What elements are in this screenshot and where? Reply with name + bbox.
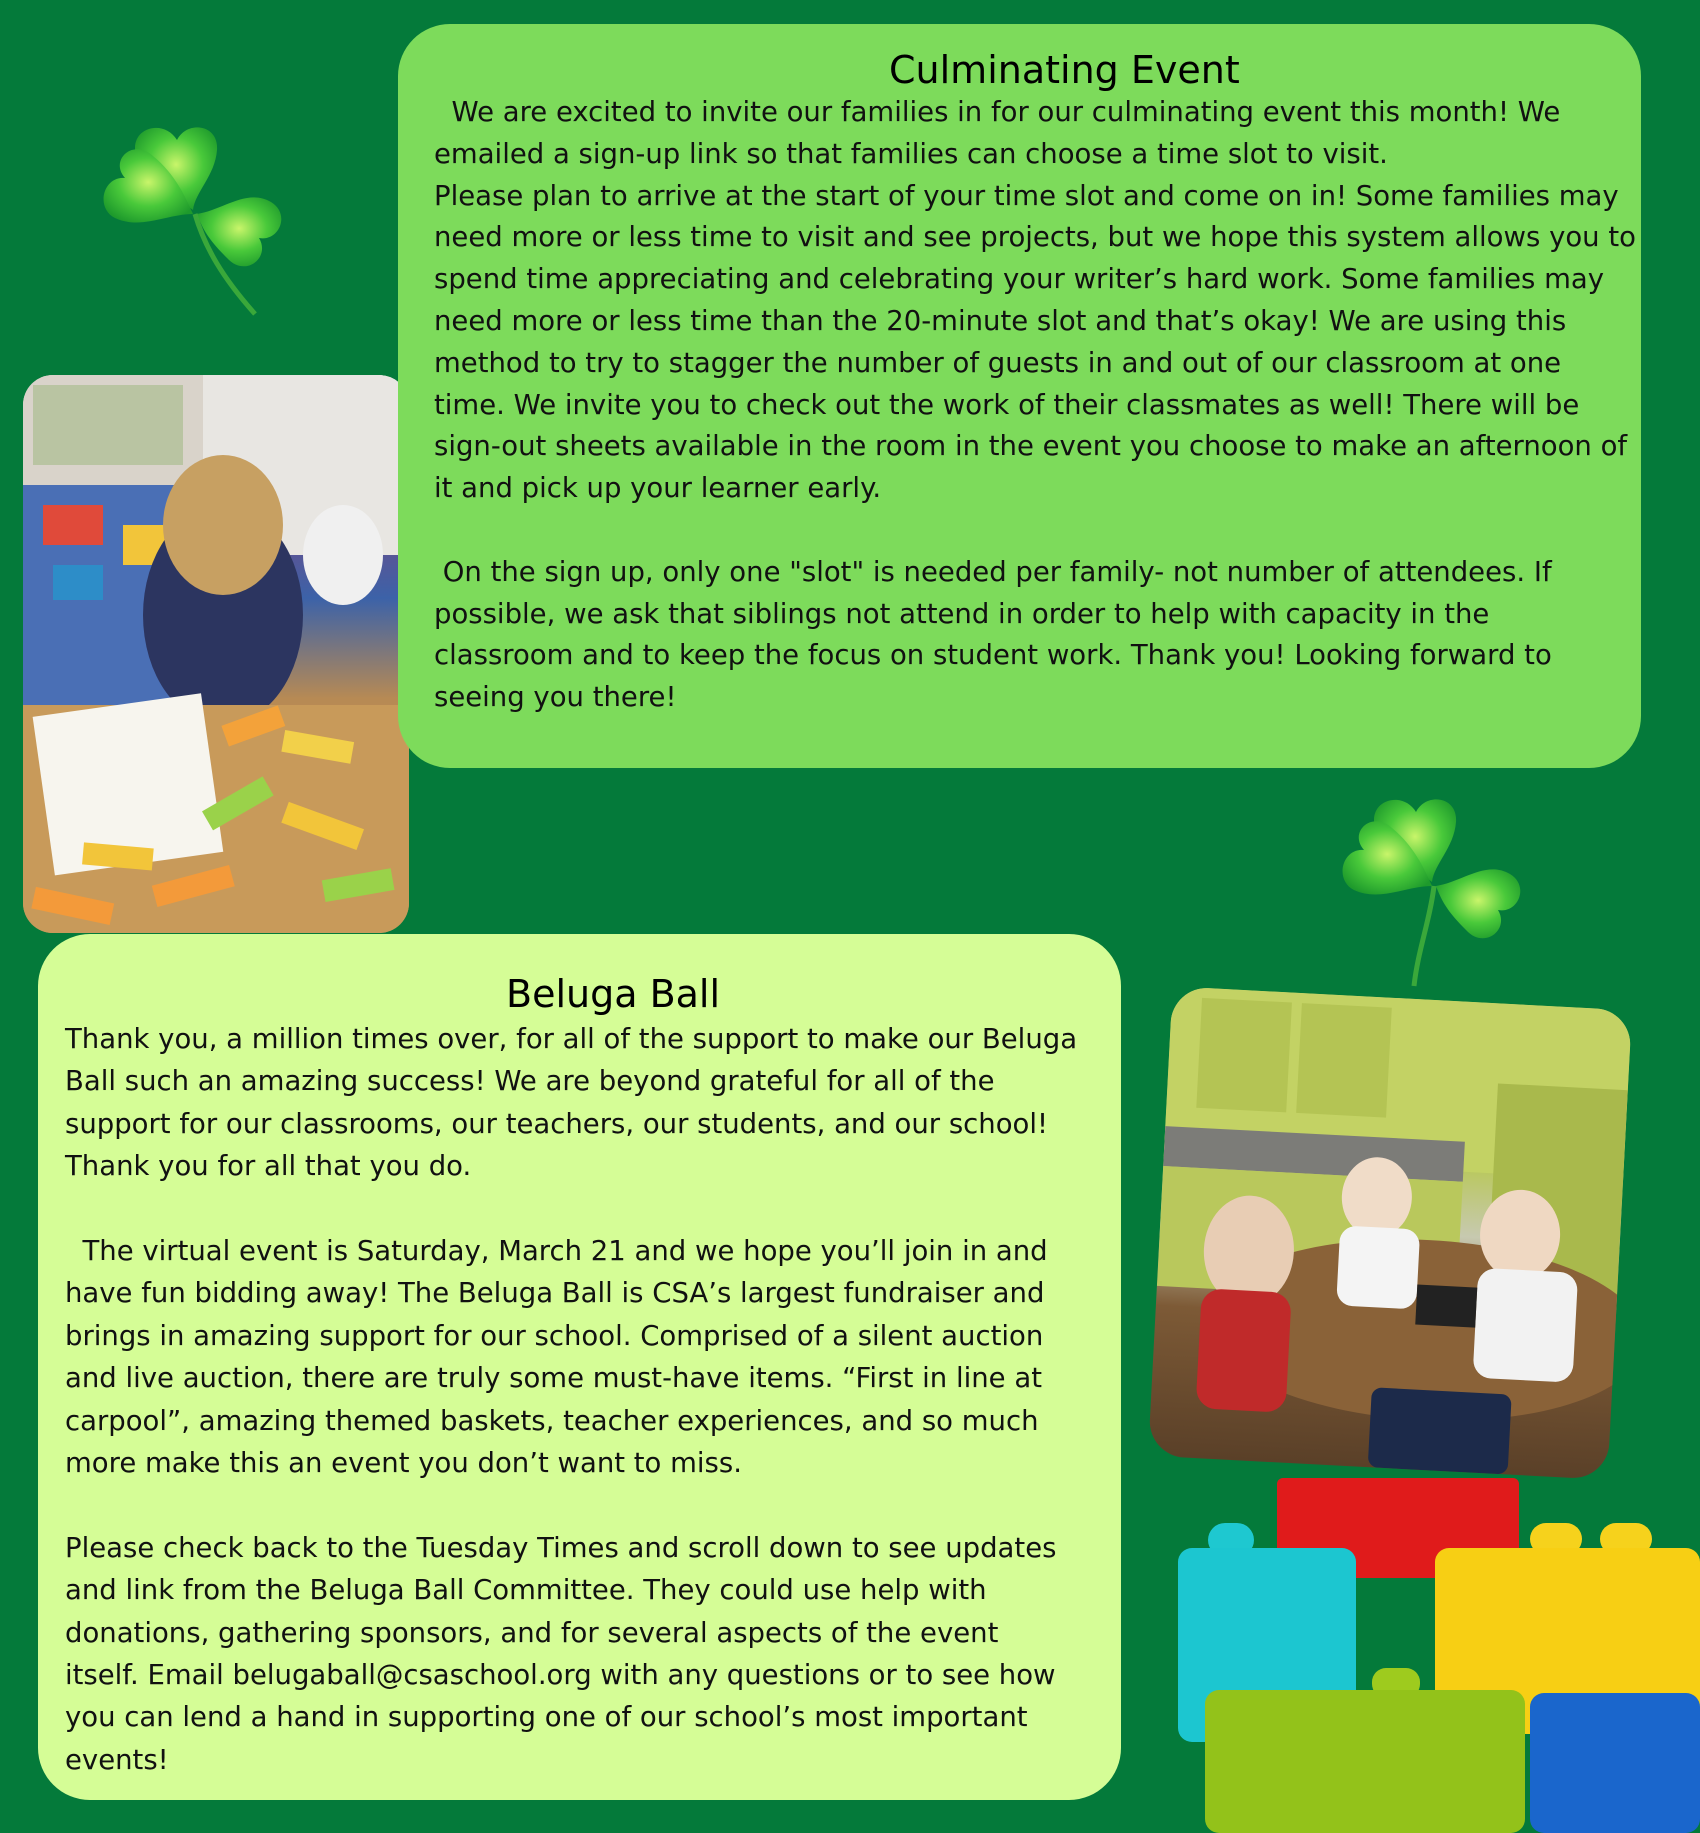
text-line: classroom and to keep the focus on student work. Thank you! Looking forward to	[434, 639, 1552, 672]
beluga-ball-title: Beluga Ball	[506, 972, 721, 1016]
text-line: emailed a sign-up link so that families can choose a time slot to visit.	[434, 137, 1388, 170]
text-line: have fun bidding away! The Beluga Ball is CSA’s largest fundraiser and	[65, 1277, 1045, 1310]
text-line: brings in amazing support for our school. Comprised of a silent auction	[65, 1319, 1044, 1352]
text-line: itself. Email belugaball@csaschool.org with any questions or to see how	[65, 1659, 1056, 1692]
text-line: time. We invite you to check out the work of their classmates as well! There will be	[434, 388, 1580, 421]
text-line: Thank you for all that you do.	[65, 1150, 472, 1183]
text-line: you can lend a hand in supporting one of our school’s most important	[65, 1701, 1028, 1734]
text-line: We are excited to invite our families in for our culminating event this month! We	[434, 96, 1561, 128]
text-line: support for our classrooms, our teachers, our students, and our school!	[65, 1107, 1049, 1140]
text-line: seeing you there!	[434, 681, 677, 714]
text-line: need more or less time to visit and see projects, but we hope this system allows you to	[434, 221, 1636, 254]
text-line: donations, gathering sponsors, and for several aspects of the event	[65, 1616, 999, 1649]
text-line: need more or less time than the 20-minute slot and that’s okay! We are using this	[434, 304, 1567, 337]
text-line: Ball such an amazing success! We are beyond grateful for all of the	[65, 1065, 995, 1098]
text-line: Please check back to the Tuesday Times and scroll down to see updates	[65, 1531, 1057, 1564]
text-line: carpool”, amazing themed baskets, teacher experiences, and so much	[65, 1404, 1039, 1437]
photo-student-writing	[23, 375, 409, 933]
text-line: events!	[65, 1743, 169, 1776]
text-line: Thank you, a million times over, for all of the support to make our Beluga	[65, 1023, 1078, 1055]
text-line: it and pick up your learner early.	[434, 472, 882, 505]
text-line: method to try to stagger the number of guests in and out of our classroom at one	[434, 346, 1562, 379]
culminating-event-panel	[398, 24, 1641, 768]
text-line: Please plan to arrive at the start of your time slot and come on in! Some families may	[434, 179, 1619, 212]
text-line: On the sign up, only one "slot" is needed per family- not number of attendees. If	[434, 555, 1552, 588]
beluga-ball-panel	[38, 934, 1121, 1800]
text-line: sign-out sheets available in the room in the event you choose to make an afternoon of	[434, 430, 1628, 463]
culminating-event-title: Culminating Event	[889, 48, 1240, 92]
text-line: more make this an event you don’t want to miss.	[65, 1447, 742, 1480]
text-line: and link from the Beluga Ball Committee. They could use help with	[65, 1574, 987, 1607]
culminating-event-body	[434, 92, 1641, 719]
shamrock-icon	[1334, 790, 1534, 990]
beluga-ball-body	[65, 1018, 1121, 1781]
text-line: spend time appreciating and celebrating your writer’s hard work. Some families may	[434, 263, 1605, 296]
photo-students-table	[1148, 986, 1632, 1479]
text-line: The virtual event is Saturday, March 21 and we hope you’ll join in and	[65, 1235, 1048, 1268]
text-line: and live auction, there are truly some must-have items. “First in line at	[65, 1362, 1042, 1395]
shamrock-icon	[95, 118, 295, 318]
text-line: possible, we ask that siblings not attend in order to help with capacity in the	[434, 597, 1490, 630]
